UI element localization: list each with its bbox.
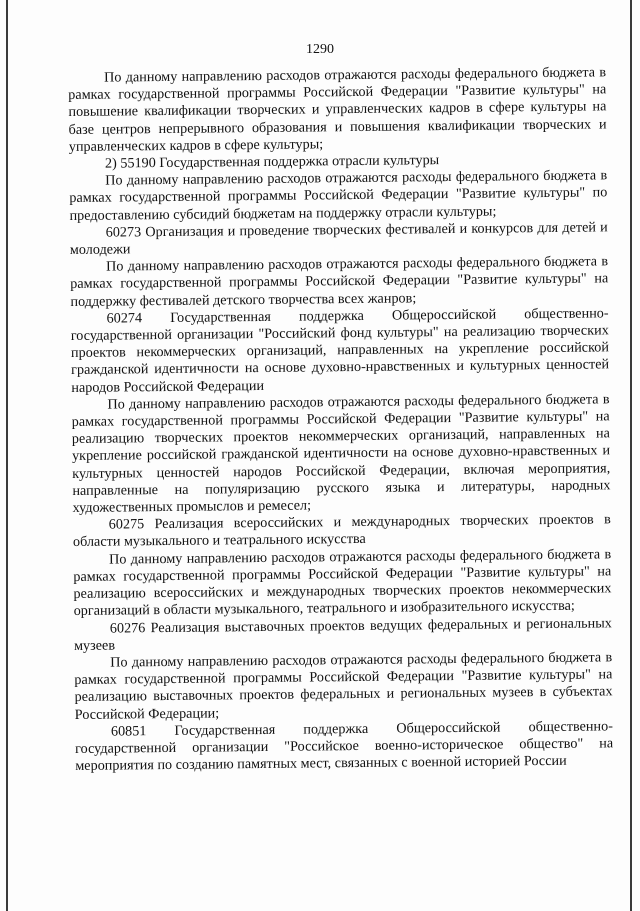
scan-border-left xyxy=(6,0,8,911)
paragraph-12-heading: 60851 Государственная поддержка Общероссийской общественно-государственной организации "Российское военно-историческое общество" на мероприятия по созданию памятных мест, связанных с военной историей России xyxy=(75,718,614,775)
paragraph-2-heading: 2) 55190 Государственная поддержка отрасли культуры xyxy=(104,152,440,172)
scan-border-right xyxy=(630,0,632,911)
paragraph-1: По данному направлению расходов отражаются расходы федерального бюджета в рамках государственной программы Российской Федерации "Развитие культуры" на повышение квалификации творческих и управленческих кадров в сфере культуры на базе центров непрерывного образования и повышения квалификации творческих и управленческих кадров в сфере культуры; xyxy=(68,64,607,155)
paragraph-9: По данному направлению расходов отражаются расходы федерального бюджета в рамках государственной программы Российской Федерации "Развитие культуры" на реализацию всероссийских и международных творческих проектов некоммерческих организаций в области музыкального, театрального и изобразительного искусства; xyxy=(73,546,612,620)
page-number: 1290 xyxy=(306,42,334,57)
paragraph-10-heading: 60276 Реализация выставочных проектов ведущих федеральных и региональных музеев xyxy=(73,614,612,654)
paragraph-3: По данному направлению расходов отражаются расходы федерального бюджета в рамках государственной программы Российской Федерации "Развитие культуры" по предоставлению субсидий бюджетам на поддержку отрасли культуры; xyxy=(69,167,608,224)
paragraph-8-heading: 60275 Реализация всероссийских и международных творческих проектов в области музыкального и театрального искусства xyxy=(72,511,611,551)
document-body xyxy=(68,64,613,775)
paragraph-4-heading: 60273 Организация и проведение творческих фестивалей и конкурсов для детей и молодежи xyxy=(69,219,608,259)
paragraph-7: По данному направлению расходов отражаются расходы федерального бюджета в рамках государственной программы Российской Федерации "Развитие культуры" на реализацию творческих проектов некоммерческих организаций, направленных на укрепление российской гражданской идентичности на основе духовно-нравственных и культурных ценностей народов Российской Федерации, включая мероприятия, направленные на популяризацию русского языка и литературы, народных художественных промыслов и ремесел; xyxy=(71,391,611,517)
paragraph-11: По данному направлению расходов отражаются расходы федерального бюджета в рамках государственной программы Российской Федерации "Развитие культуры" на реализацию выставочных проектов федеральных и региональных музеев в субъектах Российской Федерации; xyxy=(74,649,613,723)
paragraph-5: По данному направлению расходов отражаются расходы федерального бюджета в рамках государственной программы Российской Федерации "Развитие культуры" на поддержку фестивалей детского творчества всех жанров; xyxy=(70,253,609,310)
paragraph-6-heading: 60274 Государственная поддержка Общероссийской общественно-государственной организации "Российский фонд культуры" на реализацию творческих проектов некоммерческих организаций, направленных на укрепление российской гражданской идентичности на основе духовно-нравственных и культурных ценностей народов Российской Федерации xyxy=(70,305,610,396)
